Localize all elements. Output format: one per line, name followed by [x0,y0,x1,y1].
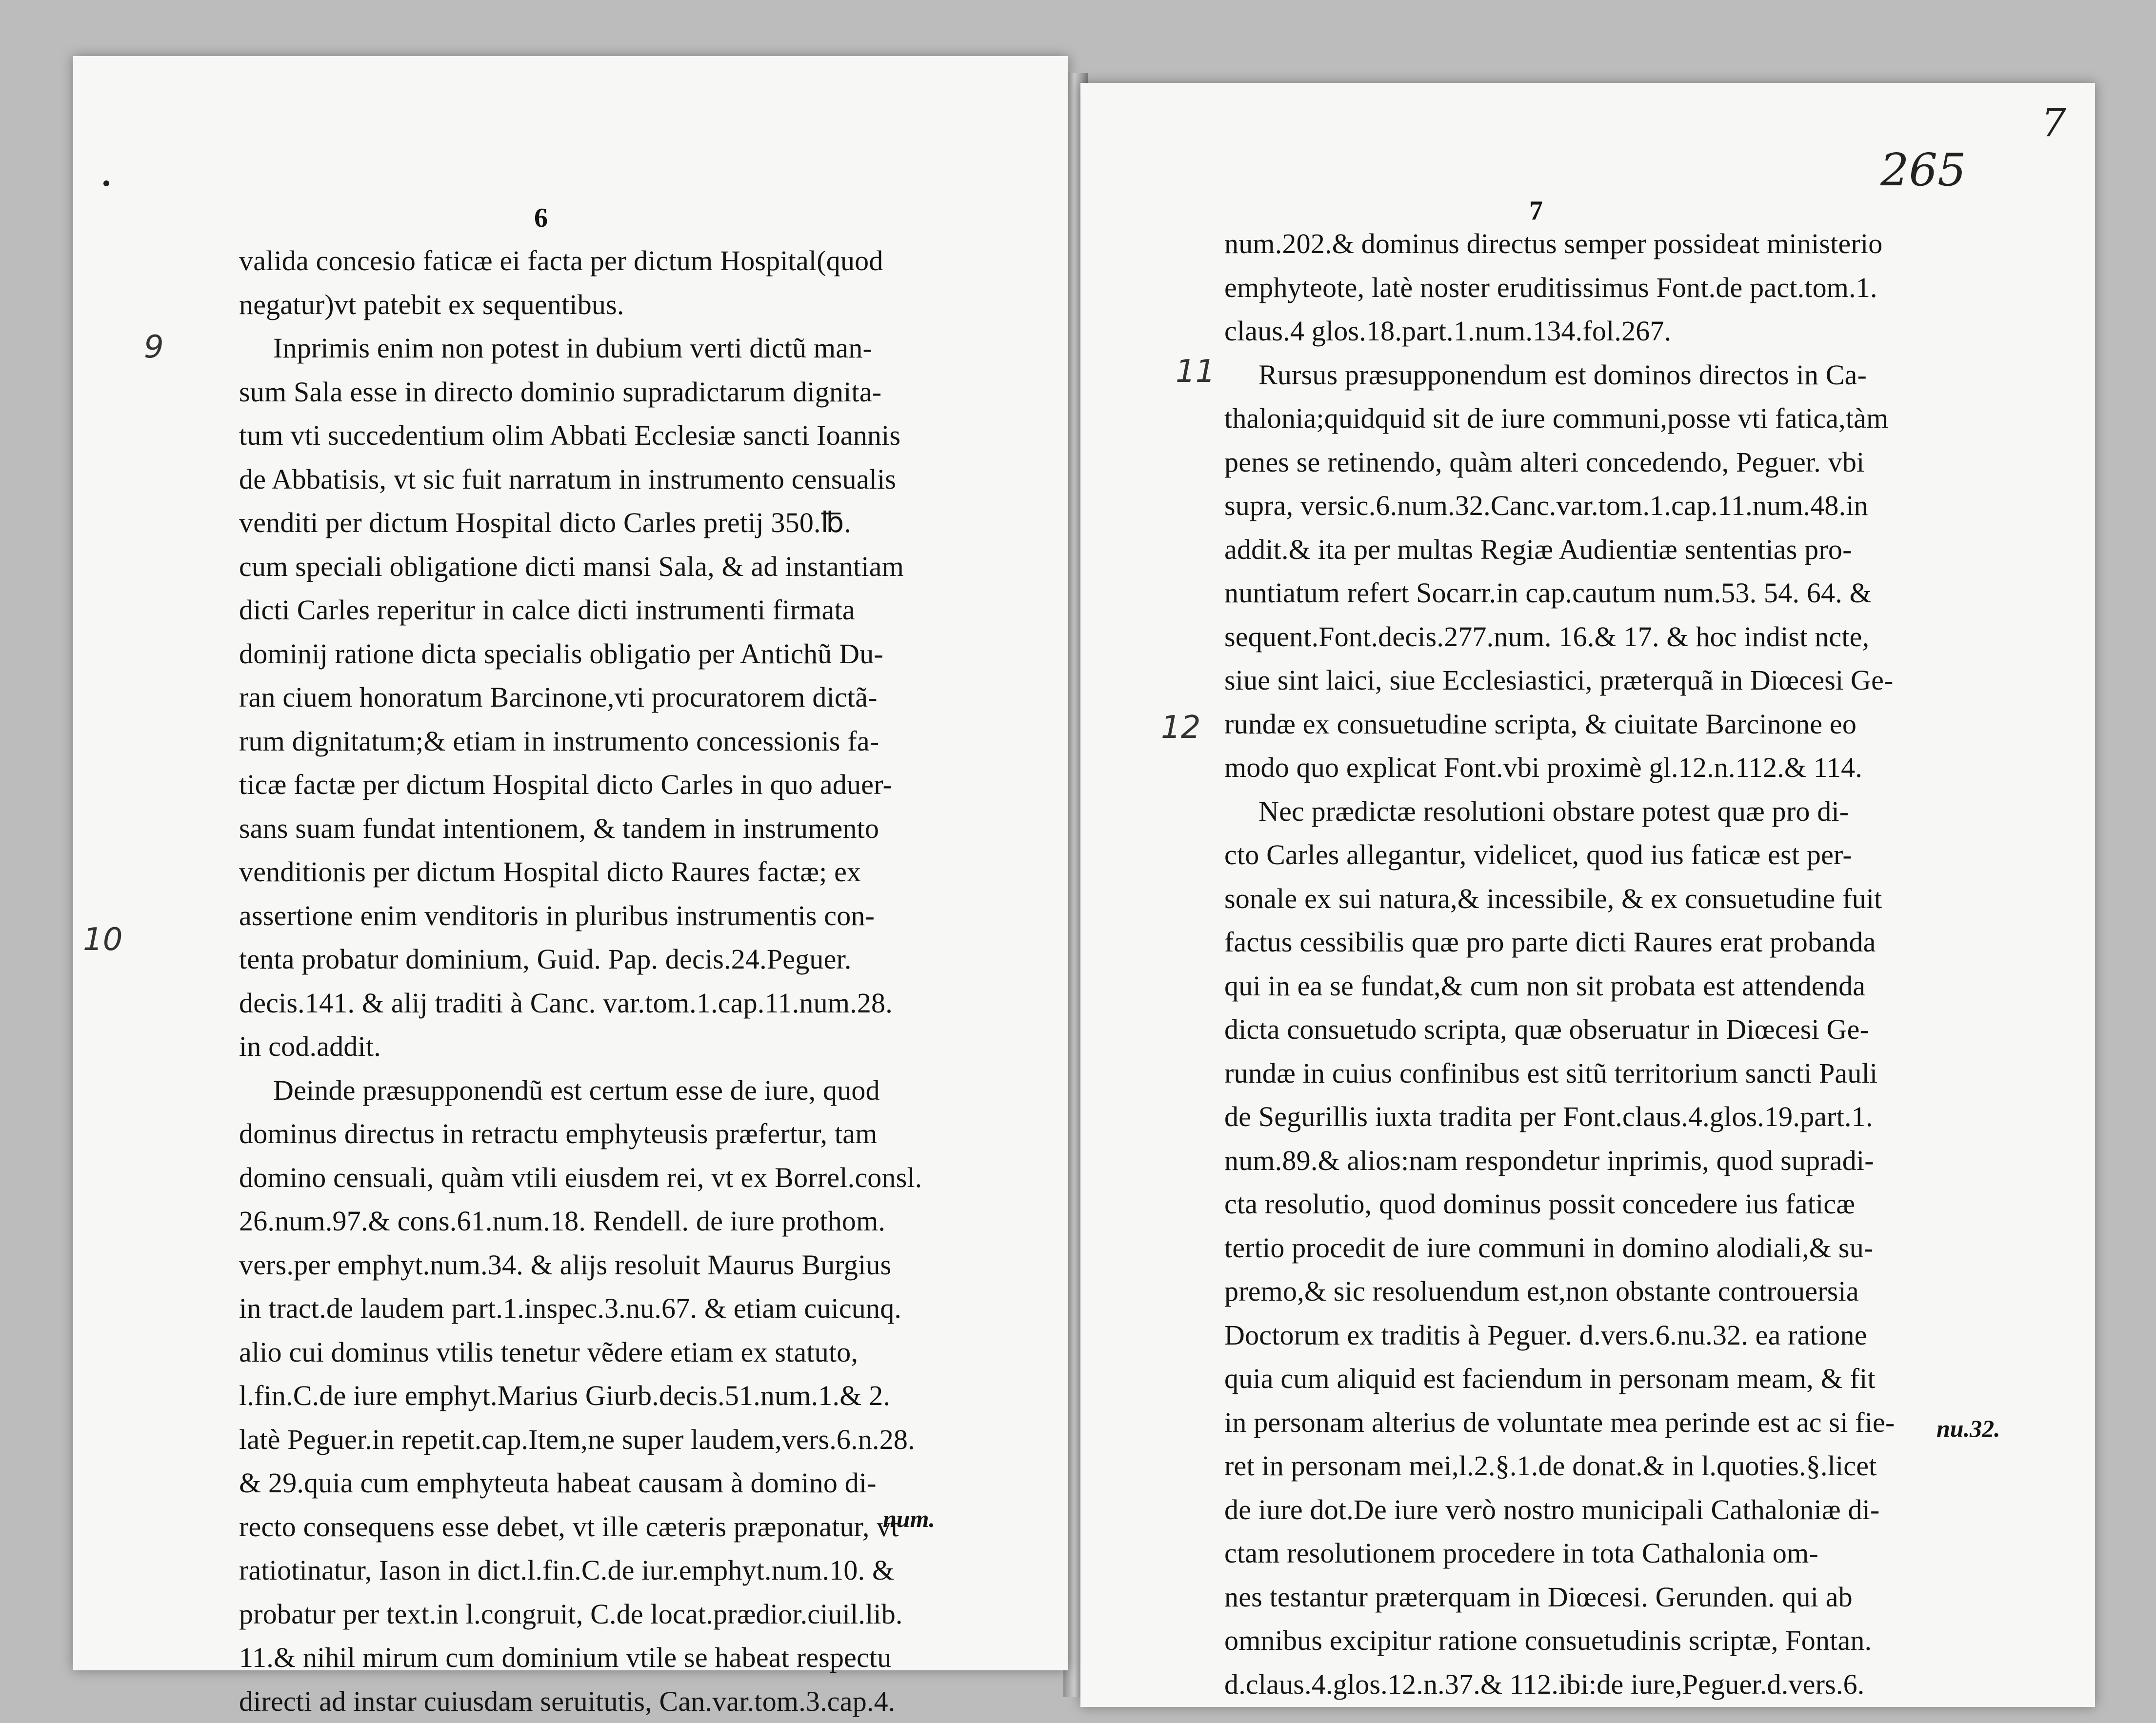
text-line: venditionis per dictum Hospital dicto Raures factæ; ex [239,850,961,894]
text-line: tum vti succedentium olim Abbati Ecclesiæ sancti Ioannis [239,414,961,457]
text-line: tertio procedit de iure communi in domino alodiali,& su- [1224,1226,1985,1270]
text-line: nes testantur præterquam in Diœcesi. Gerunden. qui ab [1224,1575,1985,1619]
text-line: dicti Carles reperitur in calce dicti instrumenti firmata [239,588,961,632]
text-line: domino censuali, quàm vtili eiusdem rei, vt ex Borrel.consl. [239,1156,961,1200]
text-line: penes se retinendo, quàm alteri concedendo, Peguer. vbi [1224,440,1985,484]
text-line: ran ciuem honoratum Barcinone,vti procuratorem dictã- [239,675,961,719]
text-line: directi ad instar cuiusdam seruitutis, Can.var.tom.3.cap.4. [239,1680,961,1723]
text-line: addit.& ita per multas Regiæ Audientiæ sententias pro- [1224,528,1985,572]
text-line: latè Peguer.in repetit.cap.Item,ne super laudem,vers.6.n.28. [239,1418,961,1462]
text-line: modo quo explicat Font.vbi proximè gl.12.n.112.& 114. [1224,746,1985,790]
margin-number-11: 11 [1176,354,1215,390]
text-line: dominus directus in retractu emphyteusis præfertur, tam [239,1112,961,1156]
left-page [73,56,1068,1670]
text-line: quia cum aliquid est faciendum in personam meam, & fit [1224,1357,1985,1401]
left-page-text [239,239,961,1723]
text-line: Doctorum ex traditis à Peguer. d.vers.6.nu.32. ea ratione [1224,1313,1985,1357]
text-line: de iure dot.De iure verò nostro municipali Cathaloniæ di- [1224,1488,1985,1532]
text-line: sonale ex sui natura,& incessibile, & ex consuetudine fuit [1224,877,1985,921]
text-line: claus.4 glos.18.part.1.num.134.fol.267. [1224,309,1985,353]
text-line: sans suam fundat intentionem, & tandem in instrumento [239,807,961,851]
text-line: in tract.de laudem part.1.inspec.3.nu.67. & etiam cuicunq. [239,1287,961,1330]
margin-number-12: 12 [1161,710,1200,746]
text-line: rum dignitatum;& etiam in instrumento concessionis fa- [239,719,961,763]
text-line: Deinde præsupponendũ est certum esse de iure, quod [239,1069,961,1112]
text-line: Rursus præsupponendum est dominos directos in Ca- [1224,353,1985,397]
text-line: alio cui dominus vtilis tenetur vẽdere etiam ex statuto, [239,1330,961,1374]
text-line: cum speciali obligatione dicti mansi Sala, & ad instantiam [239,545,961,589]
text-line: venditi per dictum Hospital dicto Carles pretij 350.℔. [239,501,961,545]
right-folio-number: 7 [1529,195,1543,226]
text-line: Nec prædictæ resolutioni obstare potest quæ pro di- [1224,790,1985,833]
text-line: vers.per emphyt.num.34. & alijs resoluit Maurus Burgius [239,1243,961,1287]
right-page [1080,83,2095,1707]
text-line: l.fin.C.de iure emphyt.Marius Giurb.decis.51.num.1.& 2. [239,1374,961,1418]
text-line: siue sint laici, siue Ecclesiastici, præterquã in Diœcesi Ge- [1224,658,1985,702]
text-line: nuntiatum refert Socarr.in cap.cautum num.53. 54. 64. & [1224,571,1985,615]
right-page-text [1224,222,1985,1706]
text-line: recto consequens esse debet, vt ille cæteris præponatur, vt [239,1505,961,1549]
text-line: valida concesio faticæ ei facta per dictum Hospital(quod [239,239,961,283]
text-line: cta resolutio, quod dominus possit concedere ius faticæ [1224,1182,1985,1226]
text-line: sequent.Font.decis.277.num. 16.& 17. & hoc indist ncte, [1224,615,1985,659]
text-line: factus cessibilis quæ pro parte dicti Raures erat probanda [1224,920,1985,964]
text-line: & 29.quia cum emphyteuta habeat causam à domino di- [239,1461,961,1505]
text-line: qui in ea se fundat,& cum non sit probata est attendenda [1224,964,1985,1008]
left-catchword: num. [883,1505,935,1533]
handwritten-page-number: 265 [1880,144,1966,196]
text-line: sum Sala esse in directo dominio supradictarum dignita- [239,370,961,414]
text-line: ret in personam mei,l.2.§.1.de donat.& in l.quoties.§.licet [1224,1444,1985,1488]
text-line: ratiotinatur, Iason in dict.l.fin.C.de iur.emphyt.num.10. & [239,1548,961,1592]
text-line: dominij ratione dicta specialis obligatio per Antichũ Du- [239,632,961,676]
margin-number-9: 9 [144,329,164,365]
text-line: d.claus.4.glos.12.n.37.& 112.ibi:de iure,Peguer.d.vers.6. [1224,1663,1985,1706]
text-line: probatur per text.in l.congruit, C.de locat.prædior.ciuil.lib. [239,1592,961,1636]
text-line: num.89.& alios:nam respondetur inprimis, quod supradi- [1224,1139,1985,1183]
text-line: tenta probatur dominium, Guid. Pap. decis.24.Peguer. [239,937,961,981]
ink-dot [103,180,109,186]
text-line: in cod.addit. [239,1025,961,1069]
text-line: in personam alterius de voluntate mea perinde est ac si fie- [1224,1401,1985,1445]
text-line: premo,& sic resoluendum est,non obstante controuersia [1224,1269,1985,1313]
text-line: decis.141. & alij traditi à Canc. var.tom.1.cap.11.num.28. [239,981,961,1025]
text-line: dicta consuetudo scripta, quæ obseruatur in Diœcesi Ge- [1224,1008,1985,1051]
text-line: emphyteote, latè noster eruditissimus Font.de pact.tom.1. [1224,266,1985,310]
handwritten-mark: 7 [2041,100,2066,145]
text-line: rundæ in cuius confinibus est sitũ territorium sancti Pauli [1224,1051,1985,1095]
text-line: de Segurillis iuxta tradita per Font.claus.4.glos.19.part.1. [1224,1095,1985,1139]
text-line: supra, versic.6.num.32.Canc.var.tom.1.cap.11.num.48.in [1224,484,1985,528]
text-line: rundæ ex consuetudine scripta, & ciuitate Barcinone eo [1224,702,1985,746]
text-line: thalonia;quidquid sit de iure communi,posse vti fatica,tàm [1224,396,1985,440]
text-line: de Abbatisis, vt sic fuit narratum in instrumento censualis [239,457,961,501]
margin-number-10: 10 [83,922,122,958]
text-line: 11.& nihil mirum cum dominium vtile se habeat respectu [239,1636,961,1680]
text-line: cto Carles allegantur, videlicet, quod ius faticæ est per- [1224,833,1985,877]
text-line: 26.num.97.& cons.61.num.18. Rendell. de iure prothom. [239,1199,961,1243]
text-line: assertione enim venditoris in pluribus instrumentis con- [239,894,961,938]
text-line: negatur)vt patebit ex sequentibus. [239,283,961,327]
text-line: ticæ factæ per dictum Hospital dicto Carles in quo aduer- [239,763,961,807]
text-line: ctam resolutionem procedere in tota Cathalonia om- [1224,1531,1985,1575]
left-folio-number: 6 [534,202,548,234]
right-catchword: nu.32. [1936,1414,2000,1443]
text-line: num.202.& dominus directus semper possideat ministerio [1224,222,1985,266]
text-line: omnibus excipitur ratione consuetudinis scriptæ, Fontan. [1224,1619,1985,1663]
text-line: Inprimis enim non potest in dubium verti dictũ man- [239,326,961,370]
